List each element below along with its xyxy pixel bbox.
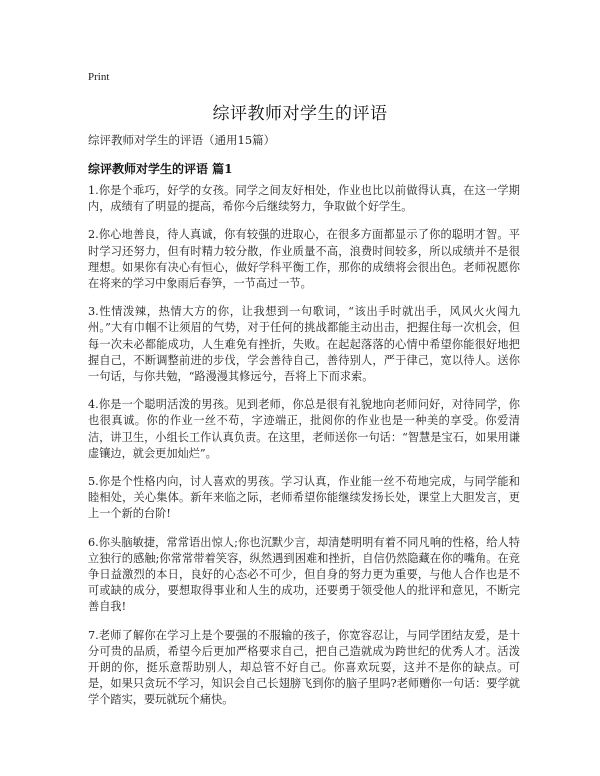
- paragraph: 2.你心地善良，待人真诚，你有较强的进取心，在很多方面都显示了你的聪明才智。平时学习还努力，但有时精力较分散，作业质量不高，浪费时间较多，所以成绩并不是很理想。如果你有决心有恒心，做好学科平衡工作，那你的成绩将会很出色。老师祝愿你在将来的学习中象雨后春笋，一节高过一节。: [88, 228, 520, 291]
- paragraph: 5.你是个性格内向，讨人喜欢的男孩。学习认真，作业能一丝不苟地完成，与同学能和睦相处，关心集体。新年来临之际，老师希望你能继续发扬长处，课堂上大胆发言，更上一个新的台阶!: [88, 475, 520, 521]
- document-body: [88, 183, 520, 721]
- print-link[interactable]: Print: [88, 71, 110, 83]
- paragraph: 6.你头脑敏捷，常常语出惊人;你也沉默少言，却清楚明明有着不同凡响的性格，给人特立独行的感触;你常常带着笑容，纵然遇到困难和挫折，自信仍然隐藏在你的嘴角。在竞争日益激烈的本日，良好的心态必不可少，但自身的努力更为重要，与他人合作也是不可或缺的成分，要想取得事业和人生的成功，还要勇于领受他人的批评和意见，不断完善自我!: [88, 535, 520, 614]
- paragraph: 7.老师了解你在学习上是个要强的不服输的孩子，你宽容忍让，与同学团结友爱，是十分可贵的品质，希望今后更加严格要求自己，把自己造就成为跨世纪的优秀人才。活泼开朗的你，挺乐意帮助别人，却总管不好自己。你喜欢玩耍，这并不是你的缺点。可是，如果只贪玩不学习，知识会自己长翅膀飞到你的脑子里吗?老师赠你一句话：要学就学个踏实，要玩就玩个痛快。: [88, 628, 520, 707]
- paragraph: 3.性情泼辣，热情大方的你，让我想到一句歌词，“该出手时就出手，风风火火闯九州。”大有巾帼不让须眉的气势，对于任何的挑战都能主动出击，把握住每一次机会，但每一次未必都能成功，人生难免有挫折，失败。在起起落落的心情中希望你能很好地把握自己，不断调整前进的步伐，学会善待自己，善待别人，严于律己，宽以待人。送你一句话，与你共勉，“路漫漫其修远兮，吾将上下而求索。: [88, 305, 520, 384]
- document-subtitle: 综评教师对学生的评语（通用15篇）: [88, 133, 276, 147]
- section-heading: 综评教师对学生的评语 篇1: [88, 162, 233, 176]
- paragraph: 4.你是一个聪明活泼的男孩。见到老师，你总是很有礼貌地向老师问好，对待同学，你也很真诚。你的作业一丝不苟，字迹端正，批阅你的作业也是一种美的享受。你爱清洁，讲卫生，小组长工作认真负责。在这里，老师送你一句话：“智慧是宝石，如果用谦虚镶边，就会更加灿烂”。: [88, 398, 520, 460]
- page-title: 综评教师对学生的评语: [212, 104, 388, 124]
- paragraph: 1.你是个乖巧，好学的女孩。同学之间友好相处，作业也比以前做得认真，在这一学期内，成绩有了明显的提高，希你今后继续努力，争取做个好学生。: [88, 184, 520, 214]
